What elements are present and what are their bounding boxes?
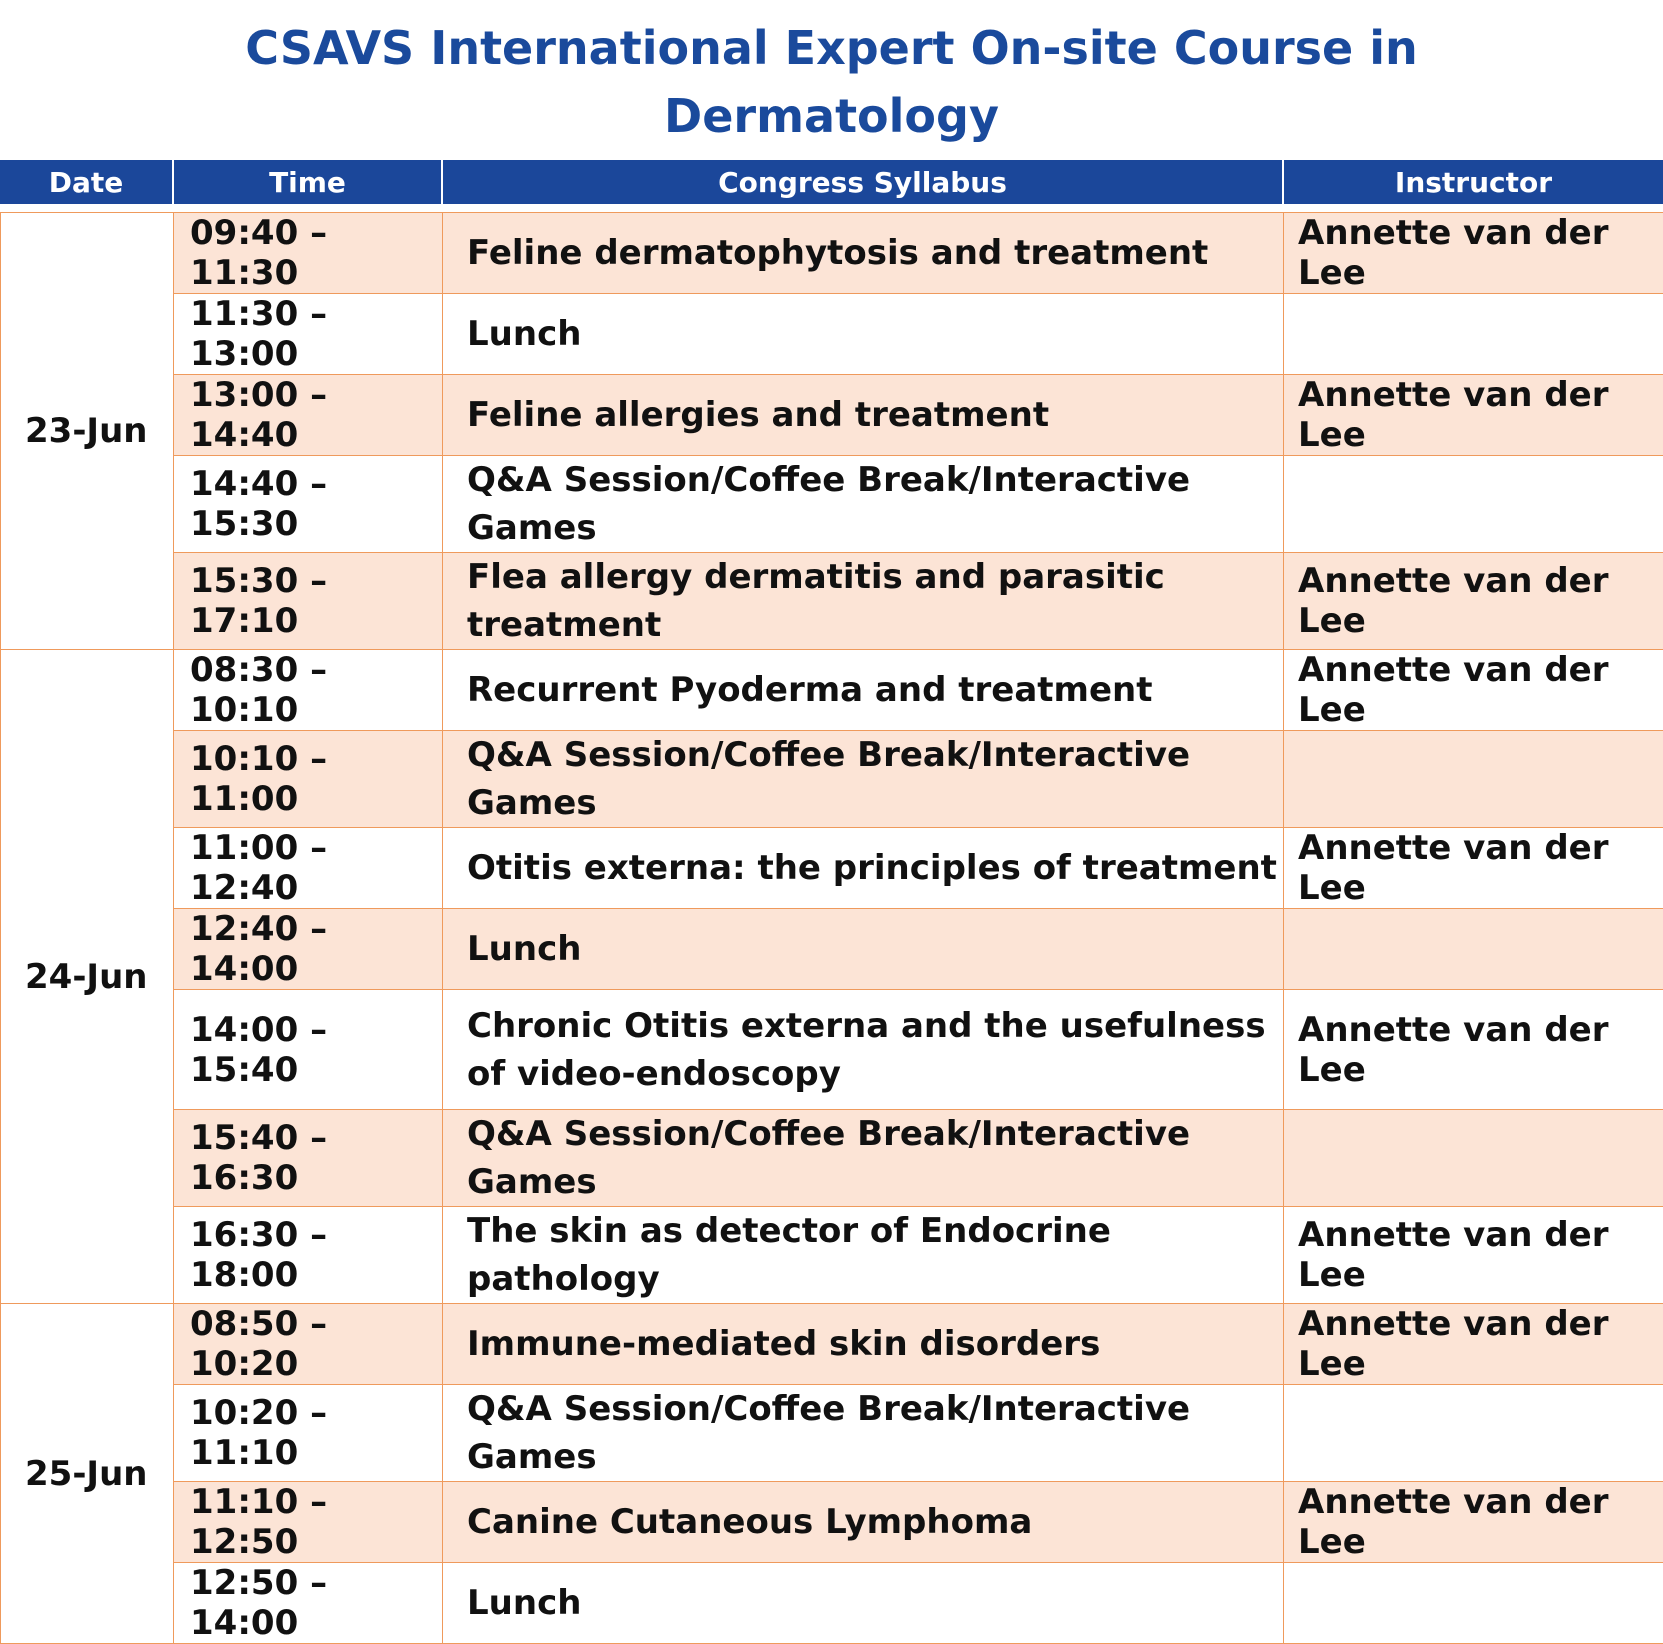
time-cell: 11:30 – 13:00 bbox=[174, 294, 443, 375]
schedule-table bbox=[0, 212, 1663, 1644]
syllabus-cell: Lunch bbox=[443, 909, 1284, 990]
instructor-cell: Annette van der Lee bbox=[1284, 1207, 1663, 1304]
header-time: Time bbox=[173, 160, 442, 204]
instructor-cell: Annette van der Lee bbox=[1284, 213, 1663, 294]
table-row bbox=[1, 213, 1663, 294]
table-row bbox=[1, 1482, 1663, 1563]
page-title bbox=[0, 14, 1663, 150]
time-cell: 12:40 – 14:00 bbox=[174, 909, 443, 990]
syllabus-cell: Lunch bbox=[443, 294, 1284, 375]
table-row bbox=[1, 828, 1663, 909]
time-cell: 12:50 – 14:00 bbox=[174, 1563, 443, 1644]
syllabus-cell: Recurrent Pyoderma and treatment bbox=[443, 650, 1284, 731]
time-cell: 10:10 – 11:00 bbox=[174, 731, 443, 828]
table-row bbox=[1, 1207, 1663, 1304]
time-cell: 08:50 – 10:20 bbox=[174, 1304, 443, 1385]
table-row bbox=[1, 1385, 1663, 1482]
syllabus-cell: Q&A Session/Coffee Break/Interactive Games bbox=[443, 731, 1284, 828]
instructor-cell bbox=[1284, 456, 1663, 553]
instructor-cell: Annette van der Lee bbox=[1284, 553, 1663, 650]
instructor-cell bbox=[1284, 1385, 1663, 1482]
syllabus-cell: Feline allergies and treatment bbox=[443, 375, 1284, 456]
instructor-cell: Annette van der Lee bbox=[1284, 828, 1663, 909]
syllabus-cell: Lunch bbox=[443, 1563, 1284, 1644]
date-cell: 25-Jun bbox=[1, 1304, 174, 1644]
date-cell: 23-Jun bbox=[1, 213, 174, 650]
table-row bbox=[1, 1304, 1663, 1385]
table-row bbox=[1, 1110, 1663, 1207]
time-cell: 09:40 – 11:30 bbox=[174, 213, 443, 294]
time-cell: 15:30 – 17:10 bbox=[174, 553, 443, 650]
instructor-cell: Annette van der Lee bbox=[1284, 375, 1663, 456]
table-row bbox=[1, 456, 1663, 553]
instructor-cell: Annette van der Lee bbox=[1284, 990, 1663, 1110]
instructor-cell: Annette van der Lee bbox=[1284, 1482, 1663, 1563]
syllabus-cell: Q&A Session/Coffee Break/Interactive Games bbox=[443, 1110, 1284, 1207]
syllabus-cell: Canine Cutaneous Lymphoma bbox=[443, 1482, 1284, 1563]
time-cell: 16:30 – 18:00 bbox=[174, 1207, 443, 1304]
time-cell: 13:00 – 14:40 bbox=[174, 375, 443, 456]
syllabus-cell: Q&A Session/Coffee Break/Interactive Games bbox=[443, 456, 1284, 553]
instructor-cell bbox=[1284, 731, 1663, 828]
syllabus-cell: Chronic Otitis externa and the usefulness of video-endoscopy bbox=[443, 990, 1284, 1110]
date-cell: 24-Jun bbox=[1, 650, 174, 1304]
title-line-1: CSAVS International Expert On-site Course in bbox=[0, 14, 1663, 82]
time-cell: 14:00 – 15:40 bbox=[174, 990, 443, 1110]
instructor-cell: Annette van der Lee bbox=[1284, 650, 1663, 731]
table-row bbox=[1, 650, 1663, 731]
table-row bbox=[1, 909, 1663, 990]
table-row bbox=[1, 375, 1663, 456]
time-cell: 14:40 – 15:30 bbox=[174, 456, 443, 553]
syllabus-cell: Otitis externa: the principles of treatment bbox=[443, 828, 1284, 909]
syllabus-cell: The skin as detector of Endocrine pathology bbox=[443, 1207, 1284, 1304]
instructor-cell: Annette van der Lee bbox=[1284, 1304, 1663, 1385]
table-row bbox=[1, 1563, 1663, 1644]
header-date: Date bbox=[0, 160, 173, 204]
time-cell: 10:20 – 11:10 bbox=[174, 1385, 443, 1482]
syllabus-cell: Flea allergy dermatitis and parasitic treatment bbox=[443, 553, 1284, 650]
instructor-cell bbox=[1284, 1563, 1663, 1644]
time-cell: 11:10 – 12:50 bbox=[174, 1482, 443, 1563]
time-cell: 11:00 – 12:40 bbox=[174, 828, 443, 909]
table-row bbox=[1, 553, 1663, 650]
instructor-cell bbox=[1284, 294, 1663, 375]
syllabus-cell: Feline dermatophytosis and treatment bbox=[443, 213, 1284, 294]
syllabus-cell: Immune-mediated skin disorders bbox=[443, 1304, 1284, 1385]
title-line-2: Dermatology bbox=[0, 82, 1663, 150]
table-row bbox=[1, 731, 1663, 828]
time-cell: 15:40 – 16:30 bbox=[174, 1110, 443, 1207]
instructor-cell bbox=[1284, 909, 1663, 990]
table-row bbox=[1, 990, 1663, 1110]
table-row bbox=[1, 294, 1663, 375]
time-cell: 08:30 – 10:10 bbox=[174, 650, 443, 731]
syllabus-cell: Q&A Session/Coffee Break/Interactive Games bbox=[443, 1385, 1284, 1482]
header-instructor: Instructor bbox=[1283, 160, 1663, 204]
table-header bbox=[0, 160, 1663, 204]
instructor-cell bbox=[1284, 1110, 1663, 1207]
header-syllabus: Congress Syllabus bbox=[442, 160, 1283, 204]
